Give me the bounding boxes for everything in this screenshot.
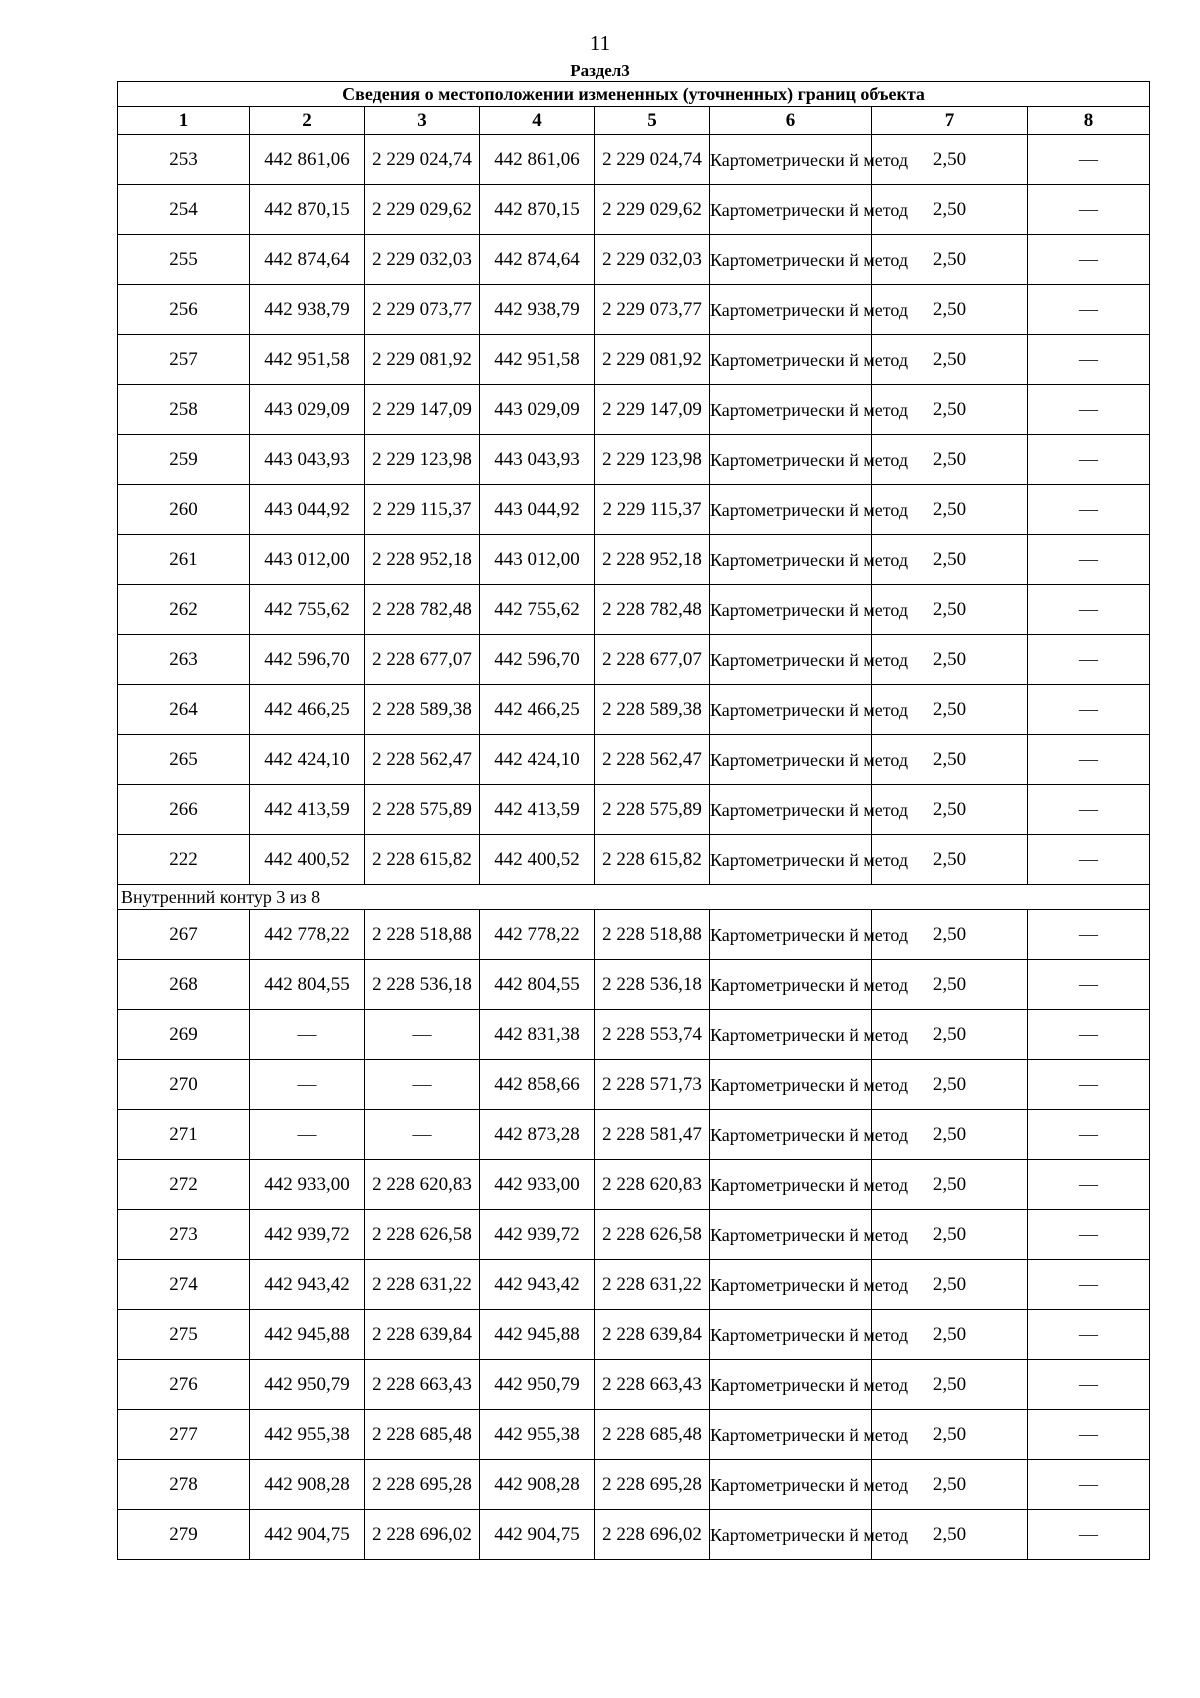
section-title: Раздел3 <box>570 61 630 80</box>
cell-y-new: 2 229 123,98 <box>595 435 710 485</box>
cell-method: Картометрически й метод <box>710 1160 872 1210</box>
cell-x-new: 442 831,38 <box>480 1010 595 1060</box>
cell-y-new: 2 229 115,37 <box>595 485 710 535</box>
cell-x-existing: 442 874,64 <box>250 235 365 285</box>
cell-y-existing: 2 228 536,18 <box>365 960 480 1010</box>
cell-description: — <box>1028 585 1150 635</box>
cell-y-new: 2 229 029,62 <box>595 185 710 235</box>
cell-point-number: 262 <box>118 585 250 635</box>
cell-description: — <box>1028 535 1150 585</box>
cell-y-existing: — <box>365 1010 480 1060</box>
table-row <box>118 135 1150 185</box>
cell-x-existing: 442 933,00 <box>250 1160 365 1210</box>
cell-description: — <box>1028 960 1150 1010</box>
cell-y-existing: 2 229 123,98 <box>365 435 480 485</box>
cell-y-existing: 2 229 115,37 <box>365 485 480 535</box>
cell-y-new: 2 229 032,03 <box>595 235 710 285</box>
cell-y-new: 2 228 639,84 <box>595 1310 710 1360</box>
cell-x-existing: 443 029,09 <box>250 385 365 435</box>
cell-description: — <box>1028 285 1150 335</box>
table-row <box>118 1360 1150 1410</box>
cell-y-existing: 2 228 782,48 <box>365 585 480 635</box>
cell-x-new: 442 873,28 <box>480 1110 595 1160</box>
cell-y-existing: 2 228 626,58 <box>365 1210 480 1260</box>
table-row <box>118 435 1150 485</box>
cell-method: Картометрически й метод <box>710 485 872 535</box>
cell-method: Картометрически й метод <box>710 285 872 335</box>
cell-description: — <box>1028 185 1150 235</box>
cell-accuracy: 2,50 <box>872 385 1028 435</box>
cell-accuracy: 2,50 <box>872 960 1028 1010</box>
cell-method: Картометрически й метод <box>710 1310 872 1360</box>
cell-x-new: 443 029,09 <box>480 385 595 435</box>
cell-x-new: 442 755,62 <box>480 585 595 635</box>
cell-description: — <box>1028 385 1150 435</box>
table-row <box>118 960 1150 1010</box>
cell-method: Картометрически й метод <box>710 1210 872 1260</box>
cell-y-new: 2 228 677,07 <box>595 635 710 685</box>
cell-point-number: 266 <box>118 785 250 835</box>
cell-x-new: 442 939,72 <box>480 1210 595 1260</box>
cell-y-existing: 2 228 685,48 <box>365 1410 480 1460</box>
cell-x-existing: 442 424,10 <box>250 735 365 785</box>
cell-x-existing: — <box>250 1010 365 1060</box>
cell-description: — <box>1028 1260 1150 1310</box>
cell-description: — <box>1028 1460 1150 1510</box>
cell-accuracy: 2,50 <box>872 335 1028 385</box>
table-row <box>118 1260 1150 1310</box>
cell-x-existing: — <box>250 1110 365 1160</box>
cell-point-number: 279 <box>118 1510 250 1560</box>
column-header: 5 <box>595 107 710 135</box>
cell-y-existing: 2 228 639,84 <box>365 1310 480 1360</box>
table-row <box>118 385 1150 435</box>
cell-x-new: 443 012,00 <box>480 535 595 585</box>
cell-y-new: 2 228 536,18 <box>595 960 710 1010</box>
cell-point-number: 277 <box>118 1410 250 1460</box>
cell-y-existing: 2 228 631,22 <box>365 1260 480 1310</box>
cell-method: Картометрически й метод <box>710 1260 872 1310</box>
cell-method: Картометрически й метод <box>710 1510 872 1560</box>
cell-description: — <box>1028 235 1150 285</box>
cell-description: — <box>1028 835 1150 885</box>
cell-method: Картометрически й метод <box>710 1010 872 1060</box>
cell-x-existing: 442 413,59 <box>250 785 365 835</box>
cell-x-existing: 442 908,28 <box>250 1460 365 1510</box>
cell-y-new: 2 228 575,89 <box>595 785 710 835</box>
cell-y-new: 2 229 073,77 <box>595 285 710 335</box>
cell-method: Картометрически й метод <box>710 735 872 785</box>
cell-point-number: 269 <box>118 1010 250 1060</box>
boundary-table <box>117 81 1150 1560</box>
table-row <box>118 1210 1150 1260</box>
cell-point-number: 265 <box>118 735 250 785</box>
cell-x-existing: 443 043,93 <box>250 435 365 485</box>
cell-method: Картометрически й метод <box>710 1460 872 1510</box>
table-row <box>118 910 1150 960</box>
cell-method: Картометрически й метод <box>710 1360 872 1410</box>
cell-point-number: 267 <box>118 910 250 960</box>
cell-description: — <box>1028 1510 1150 1560</box>
table-row <box>118 485 1150 535</box>
cell-y-new: 2 228 518,88 <box>595 910 710 960</box>
cell-point-number: 256 <box>118 285 250 335</box>
cell-y-existing: 2 229 147,09 <box>365 385 480 435</box>
cell-point-number: 253 <box>118 135 250 185</box>
column-header: 1 <box>118 107 250 135</box>
cell-y-existing: 2 228 696,02 <box>365 1510 480 1560</box>
cell-y-new: 2 229 024,74 <box>595 135 710 185</box>
cell-accuracy: 2,50 <box>872 485 1028 535</box>
cell-description: — <box>1028 1110 1150 1160</box>
cell-x-existing: 442 904,75 <box>250 1510 365 1560</box>
cell-point-number: 258 <box>118 385 250 435</box>
cell-point-number: 257 <box>118 335 250 385</box>
cell-accuracy: 2,50 <box>872 1210 1028 1260</box>
cell-point-number: 278 <box>118 1460 250 1510</box>
cell-y-existing: 2 228 695,28 <box>365 1460 480 1510</box>
cell-method: Картометрически й метод <box>710 135 872 185</box>
cell-y-existing: 2 229 029,62 <box>365 185 480 235</box>
cell-y-new: 2 229 147,09 <box>595 385 710 435</box>
column-header: 4 <box>480 107 595 135</box>
cell-description: — <box>1028 335 1150 385</box>
cell-point-number: 273 <box>118 1210 250 1260</box>
cell-y-existing: 2 228 677,07 <box>365 635 480 685</box>
cell-x-existing: 443 044,92 <box>250 485 365 535</box>
cell-description: — <box>1028 685 1150 735</box>
cell-point-number: 270 <box>118 1060 250 1110</box>
table-row <box>118 585 1150 635</box>
table-row <box>118 1110 1150 1160</box>
cell-x-existing: 442 870,15 <box>250 185 365 235</box>
cell-y-new: 2 228 589,38 <box>595 685 710 735</box>
cell-x-new: 442 951,58 <box>480 335 595 385</box>
cell-x-new: 442 950,79 <box>480 1360 595 1410</box>
cell-x-new: 442 955,38 <box>480 1410 595 1460</box>
cell-description: — <box>1028 1010 1150 1060</box>
cell-point-number: 268 <box>118 960 250 1010</box>
cell-description: — <box>1028 785 1150 835</box>
cell-accuracy: 2,50 <box>872 1360 1028 1410</box>
table-row <box>118 635 1150 685</box>
contour-heading: Внутренний контур 3 из 8 <box>118 885 1150 910</box>
cell-x-existing: 442 400,52 <box>250 835 365 885</box>
column-header: 3 <box>365 107 480 135</box>
cell-x-new: 442 804,55 <box>480 960 595 1010</box>
table-row <box>118 685 1150 735</box>
cell-method: Картометрически й метод <box>710 335 872 385</box>
cell-x-new: 442 596,70 <box>480 635 595 685</box>
cell-point-number: 264 <box>118 685 250 735</box>
cell-x-existing: 442 778,22 <box>250 910 365 960</box>
cell-description: — <box>1028 735 1150 785</box>
cell-point-number: 261 <box>118 535 250 585</box>
cell-x-new: 442 908,28 <box>480 1460 595 1510</box>
cell-y-existing: — <box>365 1060 480 1110</box>
cell-x-existing: 442 951,58 <box>250 335 365 385</box>
table-row <box>118 1010 1150 1060</box>
cell-x-new: 442 858,66 <box>480 1060 595 1110</box>
cell-y-new: 2 228 615,82 <box>595 835 710 885</box>
cell-description: — <box>1028 1060 1150 1110</box>
cell-y-new: 2 228 663,43 <box>595 1360 710 1410</box>
cell-x-new: 442 778,22 <box>480 910 595 960</box>
cell-description: — <box>1028 910 1150 960</box>
cell-accuracy: 2,50 <box>872 1110 1028 1160</box>
table-row <box>118 1410 1150 1460</box>
cell-y-existing: 2 228 952,18 <box>365 535 480 585</box>
table-row <box>118 785 1150 835</box>
cell-point-number: 276 <box>118 1360 250 1410</box>
cell-accuracy: 2,50 <box>872 735 1028 785</box>
cell-x-new: 442 400,52 <box>480 835 595 885</box>
cell-point-number: 260 <box>118 485 250 535</box>
cell-x-new: 442 870,15 <box>480 185 595 235</box>
cell-x-existing: 442 596,70 <box>250 635 365 685</box>
table-row <box>118 285 1150 335</box>
cell-point-number: 259 <box>118 435 250 485</box>
table-row <box>118 335 1150 385</box>
contour-heading-row <box>118 885 1150 910</box>
cell-method: Картометрически й метод <box>710 585 872 635</box>
cell-y-new: 2 228 695,28 <box>595 1460 710 1510</box>
cell-x-existing: 442 755,62 <box>250 585 365 635</box>
cell-point-number: 263 <box>118 635 250 685</box>
cell-x-new: 442 424,10 <box>480 735 595 785</box>
table-row <box>118 235 1150 285</box>
table-row <box>118 1060 1150 1110</box>
table-row <box>118 1160 1150 1210</box>
cell-y-existing: 2 228 589,38 <box>365 685 480 735</box>
cell-x-existing: 443 012,00 <box>250 535 365 585</box>
cell-point-number: 275 <box>118 1310 250 1360</box>
cell-method: Картометрически й метод <box>710 785 872 835</box>
column-header: 7 <box>872 107 1028 135</box>
cell-y-new: 2 228 952,18 <box>595 535 710 585</box>
table-row <box>118 735 1150 785</box>
cell-x-new: 442 904,75 <box>480 1510 595 1560</box>
cell-y-existing: 2 229 073,77 <box>365 285 480 335</box>
cell-point-number: 271 <box>118 1110 250 1160</box>
cell-y-existing: 2 229 032,03 <box>365 235 480 285</box>
cell-accuracy: 2,50 <box>872 785 1028 835</box>
cell-method: Картометрически й метод <box>710 1110 872 1160</box>
cell-accuracy: 2,50 <box>872 1460 1028 1510</box>
cell-y-new: 2 228 685,48 <box>595 1410 710 1460</box>
cell-method: Картометрически й метод <box>710 385 872 435</box>
cell-description: — <box>1028 485 1150 535</box>
cell-accuracy: 2,50 <box>872 1060 1028 1110</box>
cell-y-new: 2 228 571,73 <box>595 1060 710 1110</box>
cell-method: Картометрически й метод <box>710 235 872 285</box>
cell-point-number: 272 <box>118 1160 250 1210</box>
cell-accuracy: 2,50 <box>872 535 1028 585</box>
cell-point-number: 222 <box>118 835 250 885</box>
cell-method: Картометрически й метод <box>710 185 872 235</box>
cell-accuracy: 2,50 <box>872 635 1028 685</box>
cell-y-existing: 2 228 518,88 <box>365 910 480 960</box>
cell-x-existing: 442 938,79 <box>250 285 365 335</box>
cell-y-existing: 2 228 575,89 <box>365 785 480 835</box>
cell-x-new: 442 945,88 <box>480 1310 595 1360</box>
cell-x-existing: 442 861,06 <box>250 135 365 185</box>
cell-x-existing: 442 945,88 <box>250 1310 365 1360</box>
cell-accuracy: 2,50 <box>872 285 1028 335</box>
cell-x-new: 442 933,00 <box>480 1160 595 1210</box>
cell-y-existing: 2 228 663,43 <box>365 1360 480 1410</box>
cell-x-new: 442 943,42 <box>480 1260 595 1310</box>
cell-accuracy: 2,50 <box>872 135 1028 185</box>
cell-y-new: 2 228 581,47 <box>595 1110 710 1160</box>
cell-accuracy: 2,50 <box>872 835 1028 885</box>
table-body <box>118 135 1150 1560</box>
cell-y-new: 2 228 553,74 <box>595 1010 710 1060</box>
cell-accuracy: 2,50 <box>872 685 1028 735</box>
cell-accuracy: 2,50 <box>872 1310 1028 1360</box>
cell-description: — <box>1028 1160 1150 1210</box>
cell-accuracy: 2,50 <box>872 185 1028 235</box>
cell-description: — <box>1028 1310 1150 1360</box>
cell-x-new: 442 861,06 <box>480 135 595 185</box>
cell-x-existing: — <box>250 1060 365 1110</box>
cell-y-new: 2 228 562,47 <box>595 735 710 785</box>
column-header: 6 <box>710 107 872 135</box>
cell-y-new: 2 228 631,22 <box>595 1260 710 1310</box>
cell-point-number: 254 <box>118 185 250 235</box>
cell-y-existing: 2 229 024,74 <box>365 135 480 185</box>
table-row <box>118 1460 1150 1510</box>
cell-x-existing: 442 939,72 <box>250 1210 365 1260</box>
cell-x-new: 442 413,59 <box>480 785 595 835</box>
cell-method: Картометрически й метод <box>710 910 872 960</box>
cell-x-existing: 442 804,55 <box>250 960 365 1010</box>
cell-y-new: 2 228 620,83 <box>595 1160 710 1210</box>
page-number: 11 <box>589 31 611 55</box>
cell-x-new: 442 874,64 <box>480 235 595 285</box>
cell-point-number: 274 <box>118 1260 250 1310</box>
cell-point-number: 255 <box>118 235 250 285</box>
table-row <box>118 535 1150 585</box>
cell-y-existing: 2 228 562,47 <box>365 735 480 785</box>
table-row <box>118 835 1150 885</box>
cell-x-existing: 442 950,79 <box>250 1360 365 1410</box>
cell-x-existing: 442 943,42 <box>250 1260 365 1310</box>
cell-y-existing: — <box>365 1110 480 1160</box>
cell-accuracy: 2,50 <box>872 910 1028 960</box>
column-header: 8 <box>1028 107 1150 135</box>
cell-y-new: 2 228 782,48 <box>595 585 710 635</box>
cell-y-new: 2 229 081,92 <box>595 335 710 385</box>
cell-accuracy: 2,50 <box>872 1160 1028 1210</box>
cell-method: Картометрически й метод <box>710 1060 872 1110</box>
cell-y-new: 2 228 626,58 <box>595 1210 710 1260</box>
cell-x-existing: 442 955,38 <box>250 1410 365 1460</box>
cell-method: Картометрически й метод <box>710 1410 872 1460</box>
cell-description: — <box>1028 1410 1150 1460</box>
cell-y-existing: 2 228 620,83 <box>365 1160 480 1210</box>
cell-y-existing: 2 228 615,82 <box>365 835 480 885</box>
cell-x-new: 442 466,25 <box>480 685 595 735</box>
cell-accuracy: 2,50 <box>872 435 1028 485</box>
cell-x-existing: 442 466,25 <box>250 685 365 735</box>
cell-x-new: 443 043,93 <box>480 435 595 485</box>
cell-description: — <box>1028 1360 1150 1410</box>
cell-method: Картометрически й метод <box>710 635 872 685</box>
cell-method: Картометрически й метод <box>710 535 872 585</box>
cell-method: Картометрически й метод <box>710 685 872 735</box>
cell-y-new: 2 228 696,02 <box>595 1510 710 1560</box>
cell-description: — <box>1028 635 1150 685</box>
column-header: 2 <box>250 107 365 135</box>
cell-method: Картометрически й метод <box>710 435 872 485</box>
table-row <box>118 1310 1150 1360</box>
cell-accuracy: 2,50 <box>872 1410 1028 1460</box>
cell-accuracy: 2,50 <box>872 1510 1028 1560</box>
cell-method: Картометрически й метод <box>710 835 872 885</box>
cell-description: — <box>1028 1210 1150 1260</box>
cell-y-existing: 2 229 081,92 <box>365 335 480 385</box>
cell-accuracy: 2,50 <box>872 1010 1028 1060</box>
cell-accuracy: 2,50 <box>872 235 1028 285</box>
cell-description: — <box>1028 435 1150 485</box>
table-caption: Сведения о местоположении измененных (уточненных) границ объекта <box>118 82 1150 107</box>
cell-x-new: 443 044,92 <box>480 485 595 535</box>
cell-method: Картометрически й метод <box>710 960 872 1010</box>
table-row <box>118 1510 1150 1560</box>
table-row <box>118 185 1150 235</box>
cell-x-new: 442 938,79 <box>480 285 595 335</box>
cell-description: — <box>1028 135 1150 185</box>
column-header-row <box>118 107 1150 135</box>
cell-accuracy: 2,50 <box>872 585 1028 635</box>
cell-accuracy: 2,50 <box>872 1260 1028 1310</box>
